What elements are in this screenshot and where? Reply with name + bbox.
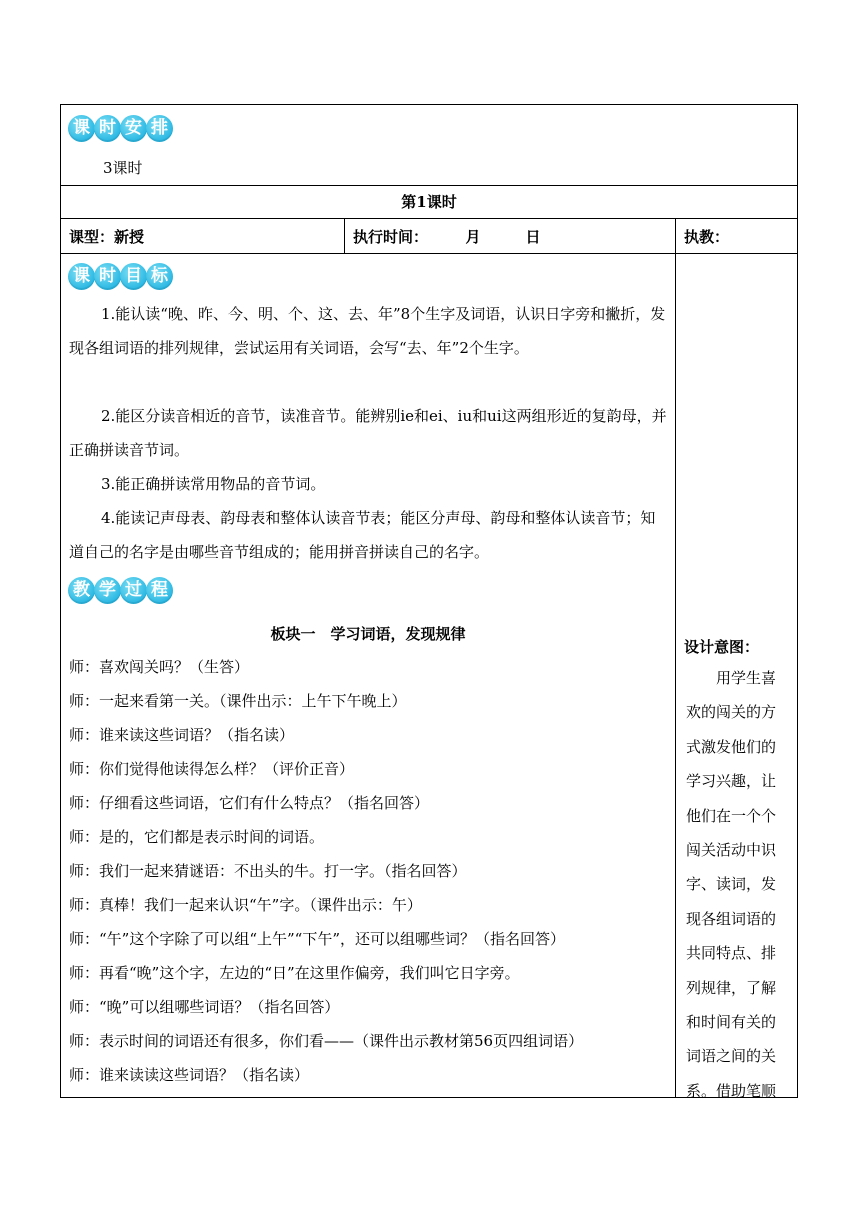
dialogue-line: 师：仔细看这些词语，它们有什么特点？（指名回答） <box>69 794 430 812</box>
row-divider <box>61 185 797 186</box>
lesson-type: 课型：新授 <box>69 228 145 246</box>
lesson-title: 第1课时 <box>401 193 457 211</box>
design-line: 和时间有关的 <box>686 1013 777 1032</box>
dialogue-line: 师：表示时间的词语还有很多，你们看——（课件出示教材第56页四组词语） <box>69 1032 584 1050</box>
badge-char: 学 <box>94 577 121 604</box>
dialogue-line: 师：是的，它们都是表示时间的词语。 <box>69 828 325 846</box>
dialogue-line: 师：真棒！我们一起来认识“午”字。（课件出示：午） <box>69 896 422 914</box>
goals-badge <box>68 263 172 291</box>
goal-item: 1.能认读“晚、昨、今、明、个、这、去、年”8个生字及词语，认识日字旁和撇折，发现各组词语的排列规律，尝试运用有关词语，会写“去、年”2个生字。 <box>69 305 666 357</box>
badge-char: 时 <box>94 115 121 142</box>
schedule-text: 3课时 <box>103 159 143 177</box>
execution-time: 执行时间： 月 日 <box>353 228 541 246</box>
badge-char: 标 <box>146 263 173 290</box>
badge-char: 安 <box>120 115 147 142</box>
design-line: 欢的闯关的方 <box>686 703 777 722</box>
badge-char: 课 <box>68 115 95 142</box>
section-title: 板块一 学习词语，发现规律 <box>270 625 466 643</box>
col-divider <box>675 218 676 1098</box>
lesson-plan-table <box>60 104 798 1098</box>
dialogue-line: 师：一起来看第一关。（课件出示：上午下午晚上） <box>69 692 407 710</box>
design-line: 列规律，了解 <box>686 978 777 997</box>
goal-item: 2.能区分读音相近的音节，读准音节。能辨别ie和ei、iu和ui这两组形近的复韵母，并正确拼读音节词。 <box>69 407 667 459</box>
design-line: 他们在一个个 <box>686 806 777 825</box>
row-divider <box>61 218 797 219</box>
dialogue-line: 师：谁来读这些词语？（指名读） <box>69 726 295 744</box>
badge-char: 排 <box>146 115 173 142</box>
col-divider <box>344 218 345 253</box>
dialogue-line: 师：我们一起来猜谜语：不出头的牛。打一字。（指名回答） <box>69 862 467 880</box>
dialogue-line: 师：“晚”可以组哪些词语？（指名回答） <box>69 998 340 1016</box>
process-badge <box>68 577 172 605</box>
dialogue-line: 师：谁来读读这些词语？（指名读） <box>69 1066 310 1084</box>
dialogue-line: 师：“午”这个字除了可以组“上午”“下午”，还可以组哪些词？（指名回答） <box>69 930 566 948</box>
row-divider <box>61 253 797 254</box>
design-line: 共同特点、排 <box>686 944 777 963</box>
badge-char: 时 <box>94 263 121 290</box>
badge-char: 程 <box>146 577 173 604</box>
design-intent-text <box>686 661 786 1108</box>
design-line: 词语之间的关 <box>686 1047 777 1066</box>
dialogue-line: 师：你们觉得他读得怎么样？（评价正音） <box>69 760 355 778</box>
dialogue-line: 师：再看“晚”这个字，左边的“日”在这里作偏旁，我们叫它日字旁。 <box>69 964 520 982</box>
badge-char: 教 <box>68 577 95 604</box>
design-line: 式激发他们的 <box>686 737 777 756</box>
badge-char: 目 <box>120 263 147 290</box>
design-line: 系。借助笔顺 <box>686 1081 777 1100</box>
badge-char: 过 <box>120 577 147 604</box>
design-line: 字、读词，发 <box>686 875 777 894</box>
goal-item: 4.能读记声母表、韵母表和整体认读音节表；能区分声母、韵母和整体认读音节；知道自己的名字是由哪些音节组成的；能用拼音拼读自己的名字。 <box>69 509 656 561</box>
goal-item: 3.能正确拼读常用物品的音节词。 <box>101 475 326 493</box>
design-line: 用学生喜 <box>716 669 777 687</box>
design-line: 现各组词语的 <box>686 909 777 928</box>
design-line: 学习兴趣，让 <box>686 772 777 791</box>
design-intent-title: 设计意图： <box>684 638 760 656</box>
badge-char: 课 <box>68 263 95 290</box>
dialogue-line: 师：喜欢闯关吗？（生答） <box>69 658 250 676</box>
schedule-badge <box>68 115 172 143</box>
teacher-label: 执教： <box>684 228 730 246</box>
design-line: 闯关活动中识 <box>686 841 777 860</box>
